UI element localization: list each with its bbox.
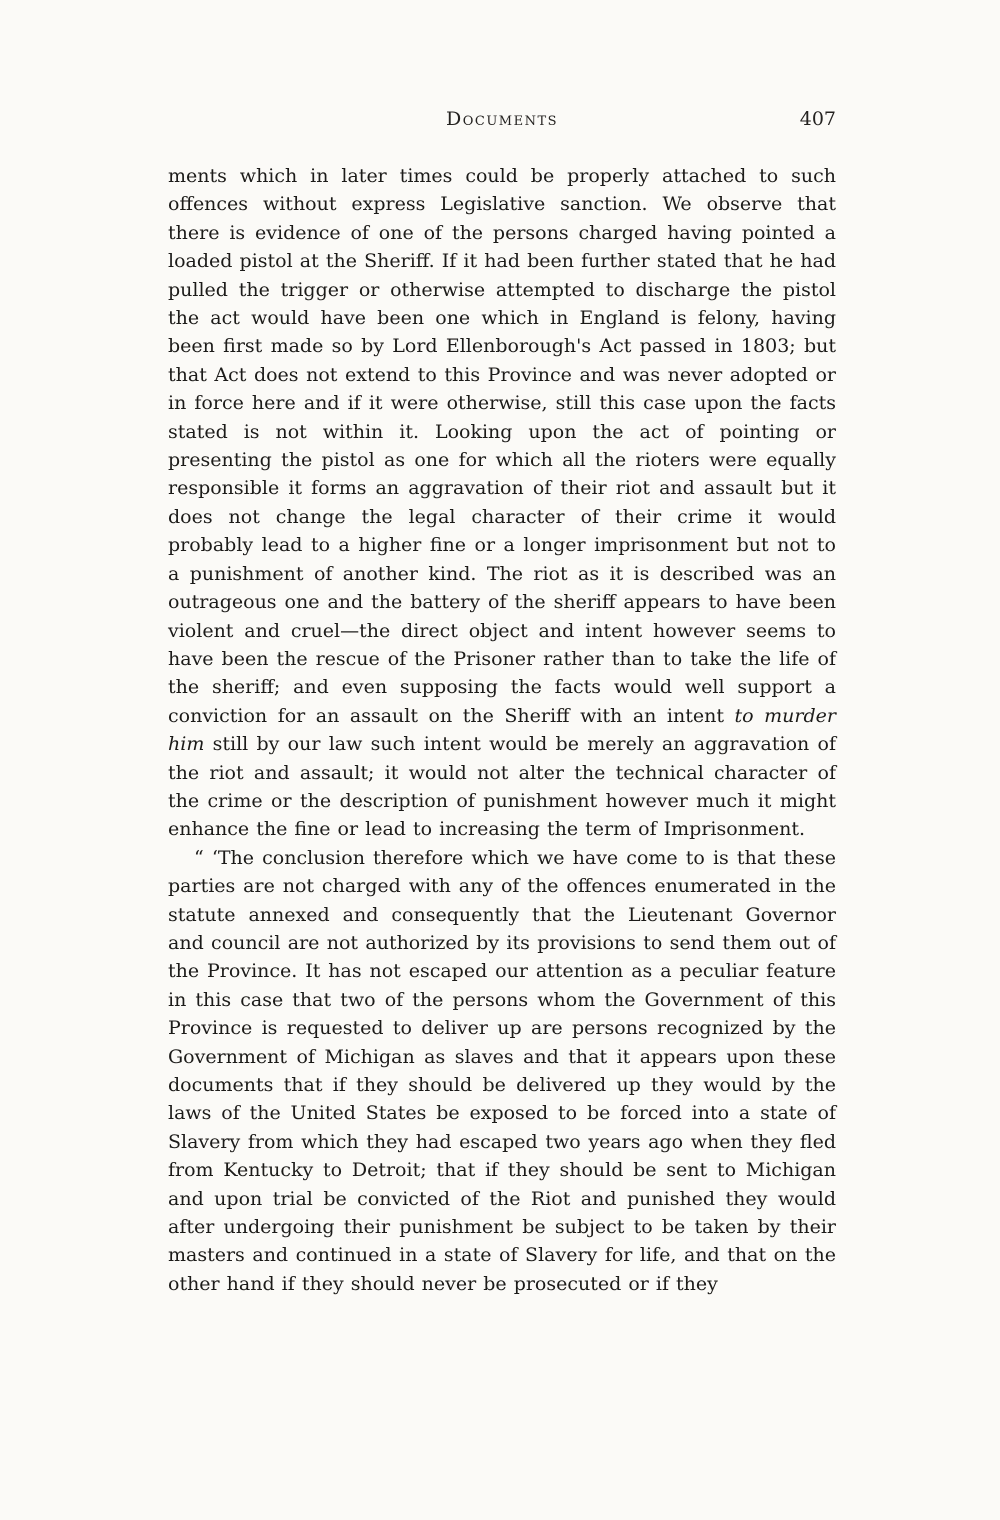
paragraph-1-text-continued: still by our law such intent would be merely an aggravation of the riot and assault; it would not alter the technical character of the crime or the description of punishment however much it might enhance the fine or lead to increasing the term of Imprisonment.	[168, 733, 836, 841]
body-text	[168, 162, 836, 1298]
paragraph-1	[168, 162, 836, 844]
page-header	[168, 108, 836, 138]
paragraph-1-text: ments which in later times could be properly attached to such offences without express Legislative sanction. We observe that there is evidence of one of the persons charged having pointed a loaded pistol at the Sheriff. If it had been further stated that he had pulled the trigger or otherwise attempted to discharge the pistol the act would have been one which in England is felony, having been first made so by Lord Ellenborough's Act passed in 1803; but that Act does not extend to this Province and was never adopted or in force here and if it were otherwise, still this case upon the facts stated is not within it. Looking upon the act of pointing or presenting the pistol as one for which all the rioters were equally responsible it forms an aggravation of their riot and assault but it does not change the legal character of their crime it would probably lead to a higher fine or a longer imprisonment but not to a punishment of another kind. The riot as it is described was an outrageous one and the battery of the sheriff appears to have been violent and cruel—the direct object and intent however seems to have been the rescue of the Prisoner rather than to take the life of the sheriff; and even supposing the facts would well support a conviction for an assault on the Sheriff with an intent	[168, 165, 836, 727]
page-title: Documents	[445, 108, 559, 130]
paragraph-2: “ ‘The conclusion therefore which we have come to is that these parties are not charged with any of the offences enumerated in the statute annexed and consequently that the Lieutenant Governor and council are not authorized by its provisions to send them out of the Province. It has not escaped our attention as a peculiar feature in this case that two of the persons whom the Government of this Province is requested to deliver up are persons recognized by the Government of Michigan as slaves and that it appears upon these documents that if they should be delivered up they would by the laws of the United States be exposed to be forced into a state of Slavery from which they had escaped two years ago when they fled from Kentucky to Detroit; that if they should be sent to Michigan and upon trial be convicted of the Riot and punished they would after undergoing their punishment be subject to be taken by their masters and continued in a state of Slavery for life, and that on the other hand if they should never be prosecuted or if they	[168, 846, 836, 1295]
paragraph-1-italic-phrase: to murder him	[168, 704, 836, 756]
page-number: 407	[799, 108, 836, 130]
